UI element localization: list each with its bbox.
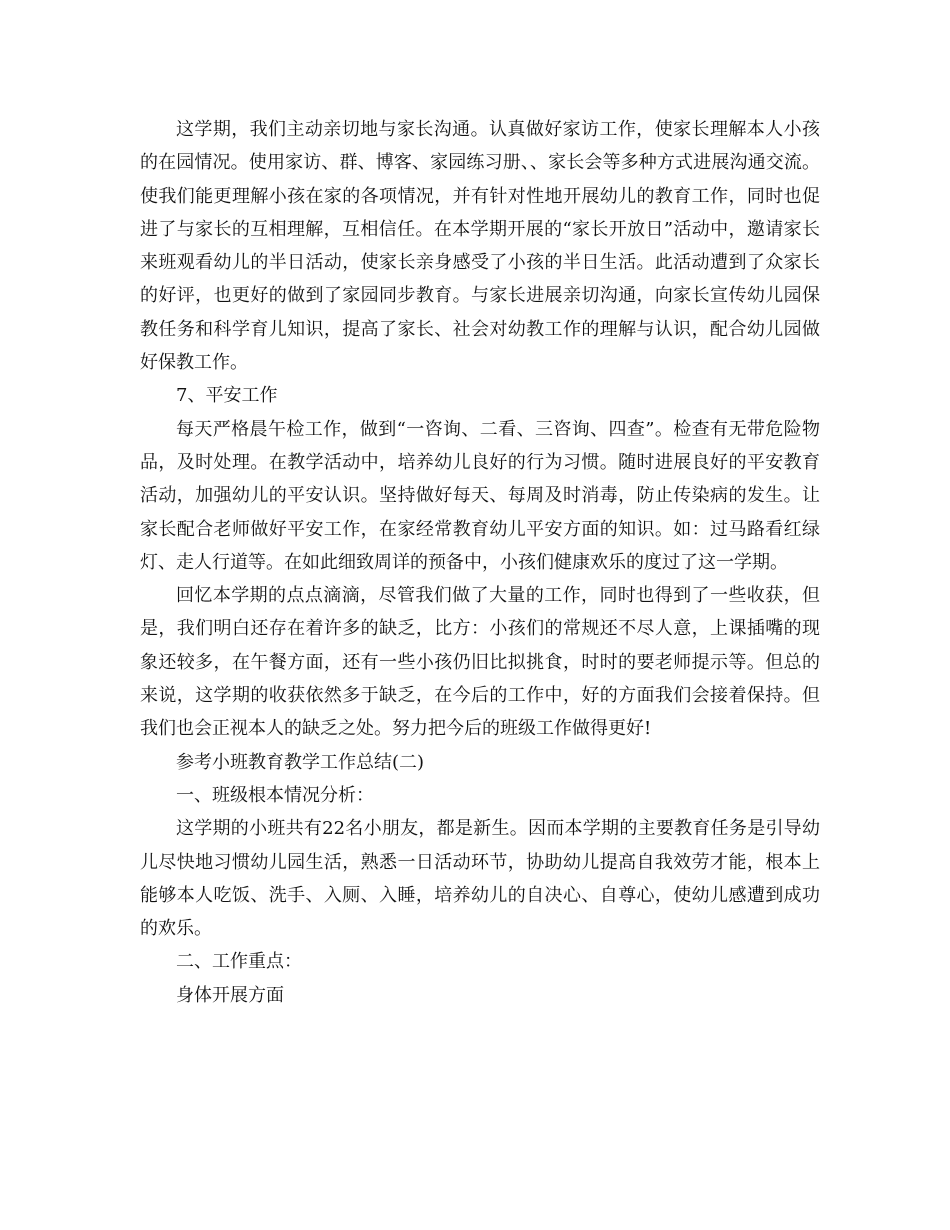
paragraph-class-overview: 这学期的小班共有22名小朋友，都是新生。因而本学期的主要教育任务是引导幼儿尽快地习惯幼儿园生活，熟悉一日活动环节，协助幼儿提高自我效劳才能，根本上能够本人吃饭、洗手、入厕、入睡，培养幼儿的自决心、自尊心，使幼儿感遭到成功的欢乐。: [140, 818, 820, 940]
paragraph-semester-review: 回忆本学期的点点滴滴，尽管我们做了大量的工作，同时也得到了一些收获，但是，我们明白还存在着许多的缺乏，比方：小孩们的常规还不尽人意，上课插嘴的现象还较多，在午餐方面，还有一些小孩仍旧比拟挑食，时时的要老师提示等。但总的来说，这学期的收获依然多于缺乏，在今后的工作中，好的方面我们会接着保持。但我们也会正视本人的缺乏之处。努力把今后的班级工作做得更好!: [140, 585, 820, 740]
document-page: [140, 113, 820, 1012]
heading-safety-work: 7、平安工作: [176, 385, 278, 407]
paragraph-parent-communication: 这学期，我们主动亲切地与家长沟通。认真做好家访工作，使家长理解本人小孩的在园情况。使用家访、群、博客、家园练习册、、家长会等多种方式进展沟通交流。使我们能更理解小孩在家的各项情况，并有针对性地开展幼儿的教育工作，同时也促进了与家长的互相理解，互相信任。在本学期开展的“家长开放日”活动中，邀请家长来班观看幼儿的半日活动，使家长亲身感受了小孩的半日生活。此活动遭到了众家长的好评，也更好的做到了家园同步教育。与家长进展亲切沟通，向家长宣传幼儿园保教任务和科学育儿知识，提高了家长、社会对幼教工作的理解与认识，配合幼儿园做好保教工作。: [140, 119, 820, 374]
heading-physical-development: 身体开展方面: [176, 984, 284, 1006]
heading-work-focus: 二、工作重点：: [176, 951, 302, 973]
heading-class-analysis: 一、班级根本情况分析：: [176, 784, 374, 806]
paragraph-safety-checks: 每天严格晨午检工作，做到“一咨询、二看、三咨询、四查”。检查有无带危险物品，及时处理。在教学活动中，培养幼儿良好的行为习惯。随时进展良好的平安教育活动，加强幼儿的平安认识。坚持做好每天、每周及时消毒，防止传染病的发生。让家长配合老师做好平安工作，在家经常教育幼儿平安方面的知识。如：过马路看红绿灯、走人行道等。在如此细致周详的预备中，小孩们健康欢乐的度过了这一学期。: [140, 418, 820, 573]
heading-summary-two: 参考小班教育教学工作总结(二): [176, 751, 425, 773]
